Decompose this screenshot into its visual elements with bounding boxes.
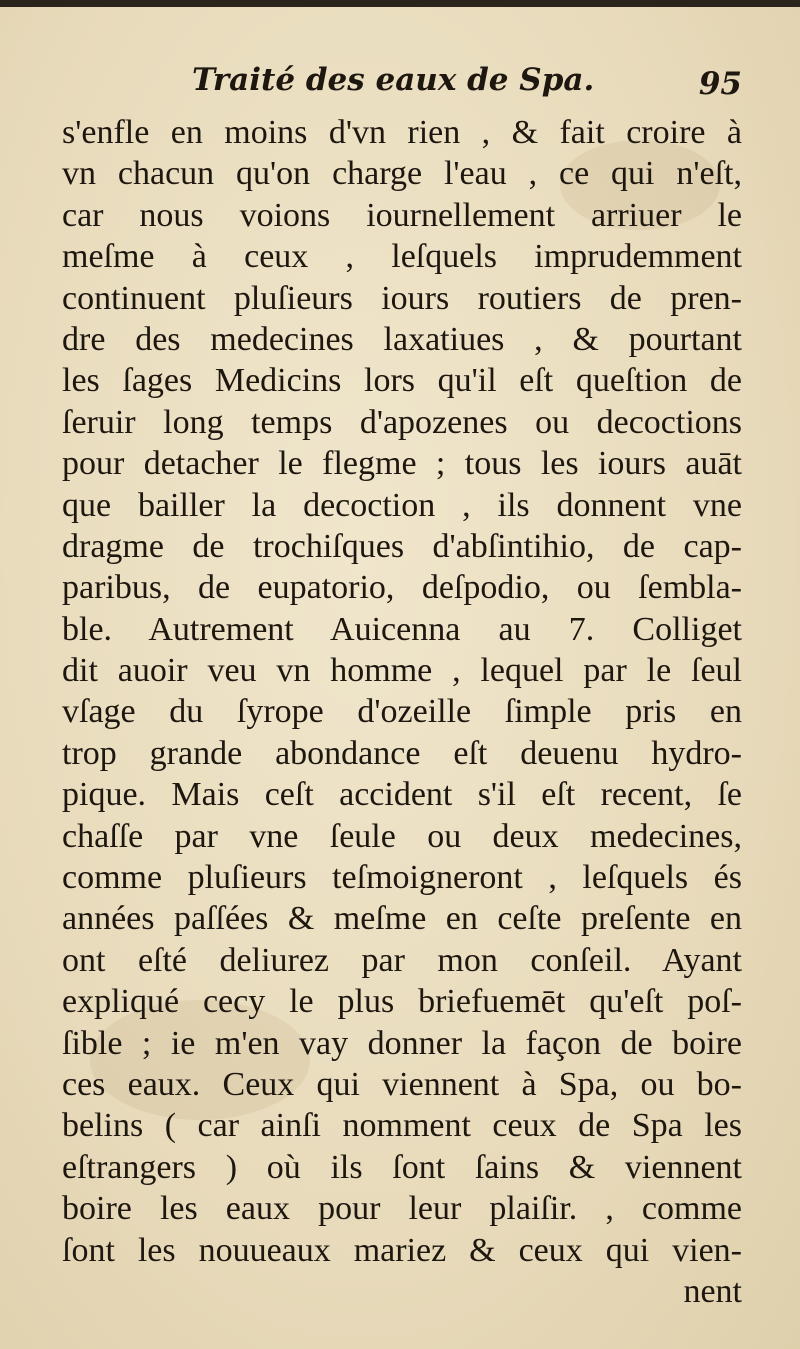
text-line: comme pluſieurs teſmoigneront , leſquels és xyxy=(62,859,742,897)
text-line: ble. Autrement Auicenna au 7. Colliget xyxy=(62,610,742,648)
text-line: vn chacun qu'on charge l'eau , ce qui n'eſt, xyxy=(62,155,742,193)
text-line: années paſſées & meſme en ceſte preſente en xyxy=(62,900,742,938)
text-line: ſeruir long temps d'apozenes ou decoctions xyxy=(62,403,742,441)
text-line: trop grande abondance eſt deuenu hydro- xyxy=(62,734,742,772)
text-line: expliqué cecy le plus briefuemēt qu'eſt poſ- xyxy=(62,983,742,1021)
text-line: car nous voions iournellement arriuer le xyxy=(62,196,742,234)
text-line: s'enfle en moins d'vn rien , & fait croire à xyxy=(62,114,742,151)
page-header xyxy=(0,58,800,114)
text-line: eſtrangers ) où ils ſont ſains & viennent xyxy=(62,1148,742,1186)
catchword: nent xyxy=(683,1272,742,1310)
text-line: ſible ; ie m'en vay donner la façon de boire xyxy=(62,1024,742,1062)
text-line: ont eſté deliurez par mon conſeil. Ayant xyxy=(62,941,742,979)
running-title: Traité des eaux de Spa. xyxy=(192,62,595,98)
text-line: ſont les nouueaux mariez & ceux qui vien- xyxy=(62,1231,742,1269)
scan-top-edge xyxy=(0,0,800,7)
text-line: continuent pluſieurs iours routiers de pren- xyxy=(62,279,742,317)
text-line: meſme à ceux , leſquels imprudemment xyxy=(62,238,742,276)
body-text xyxy=(62,112,742,1312)
text-line: dre des medecines laxatiues , & pourtant xyxy=(62,320,742,358)
text-line: vſage du ſyrope d'ozeille ſimple pris en xyxy=(62,693,742,731)
page-number: 95 xyxy=(698,66,742,102)
text-line: ces eaux. Ceux qui viennent à Spa, ou bo- xyxy=(62,1065,742,1103)
text-line: pique. Mais ceſt accident s'il eſt recent, ſe xyxy=(62,776,742,814)
text-line: les ſages Medicins lors qu'il eſt queſtion de xyxy=(62,362,742,400)
text-line: que bailler la decoction , ils donnent vne xyxy=(62,486,742,524)
text-line: pour detacher le flegme ; tous les iours auāt xyxy=(62,445,742,483)
text-line: chaſſe par vne ſeule ou deux medecines, xyxy=(62,817,742,855)
text-line: boire les eaux pour leur plaiſir. , comme xyxy=(62,1190,742,1228)
text-line: belins ( car ainſi nomment ceux de Spa les xyxy=(62,1107,742,1145)
text-line: paribus, de eupatorio, deſpodio, ou ſembla- xyxy=(62,569,742,607)
text-line: dit auoir veu vn homme , lequel par le ſeul xyxy=(62,652,742,690)
text-line: dragme de trochiſques d'abſintihio, de cap- xyxy=(62,527,742,565)
